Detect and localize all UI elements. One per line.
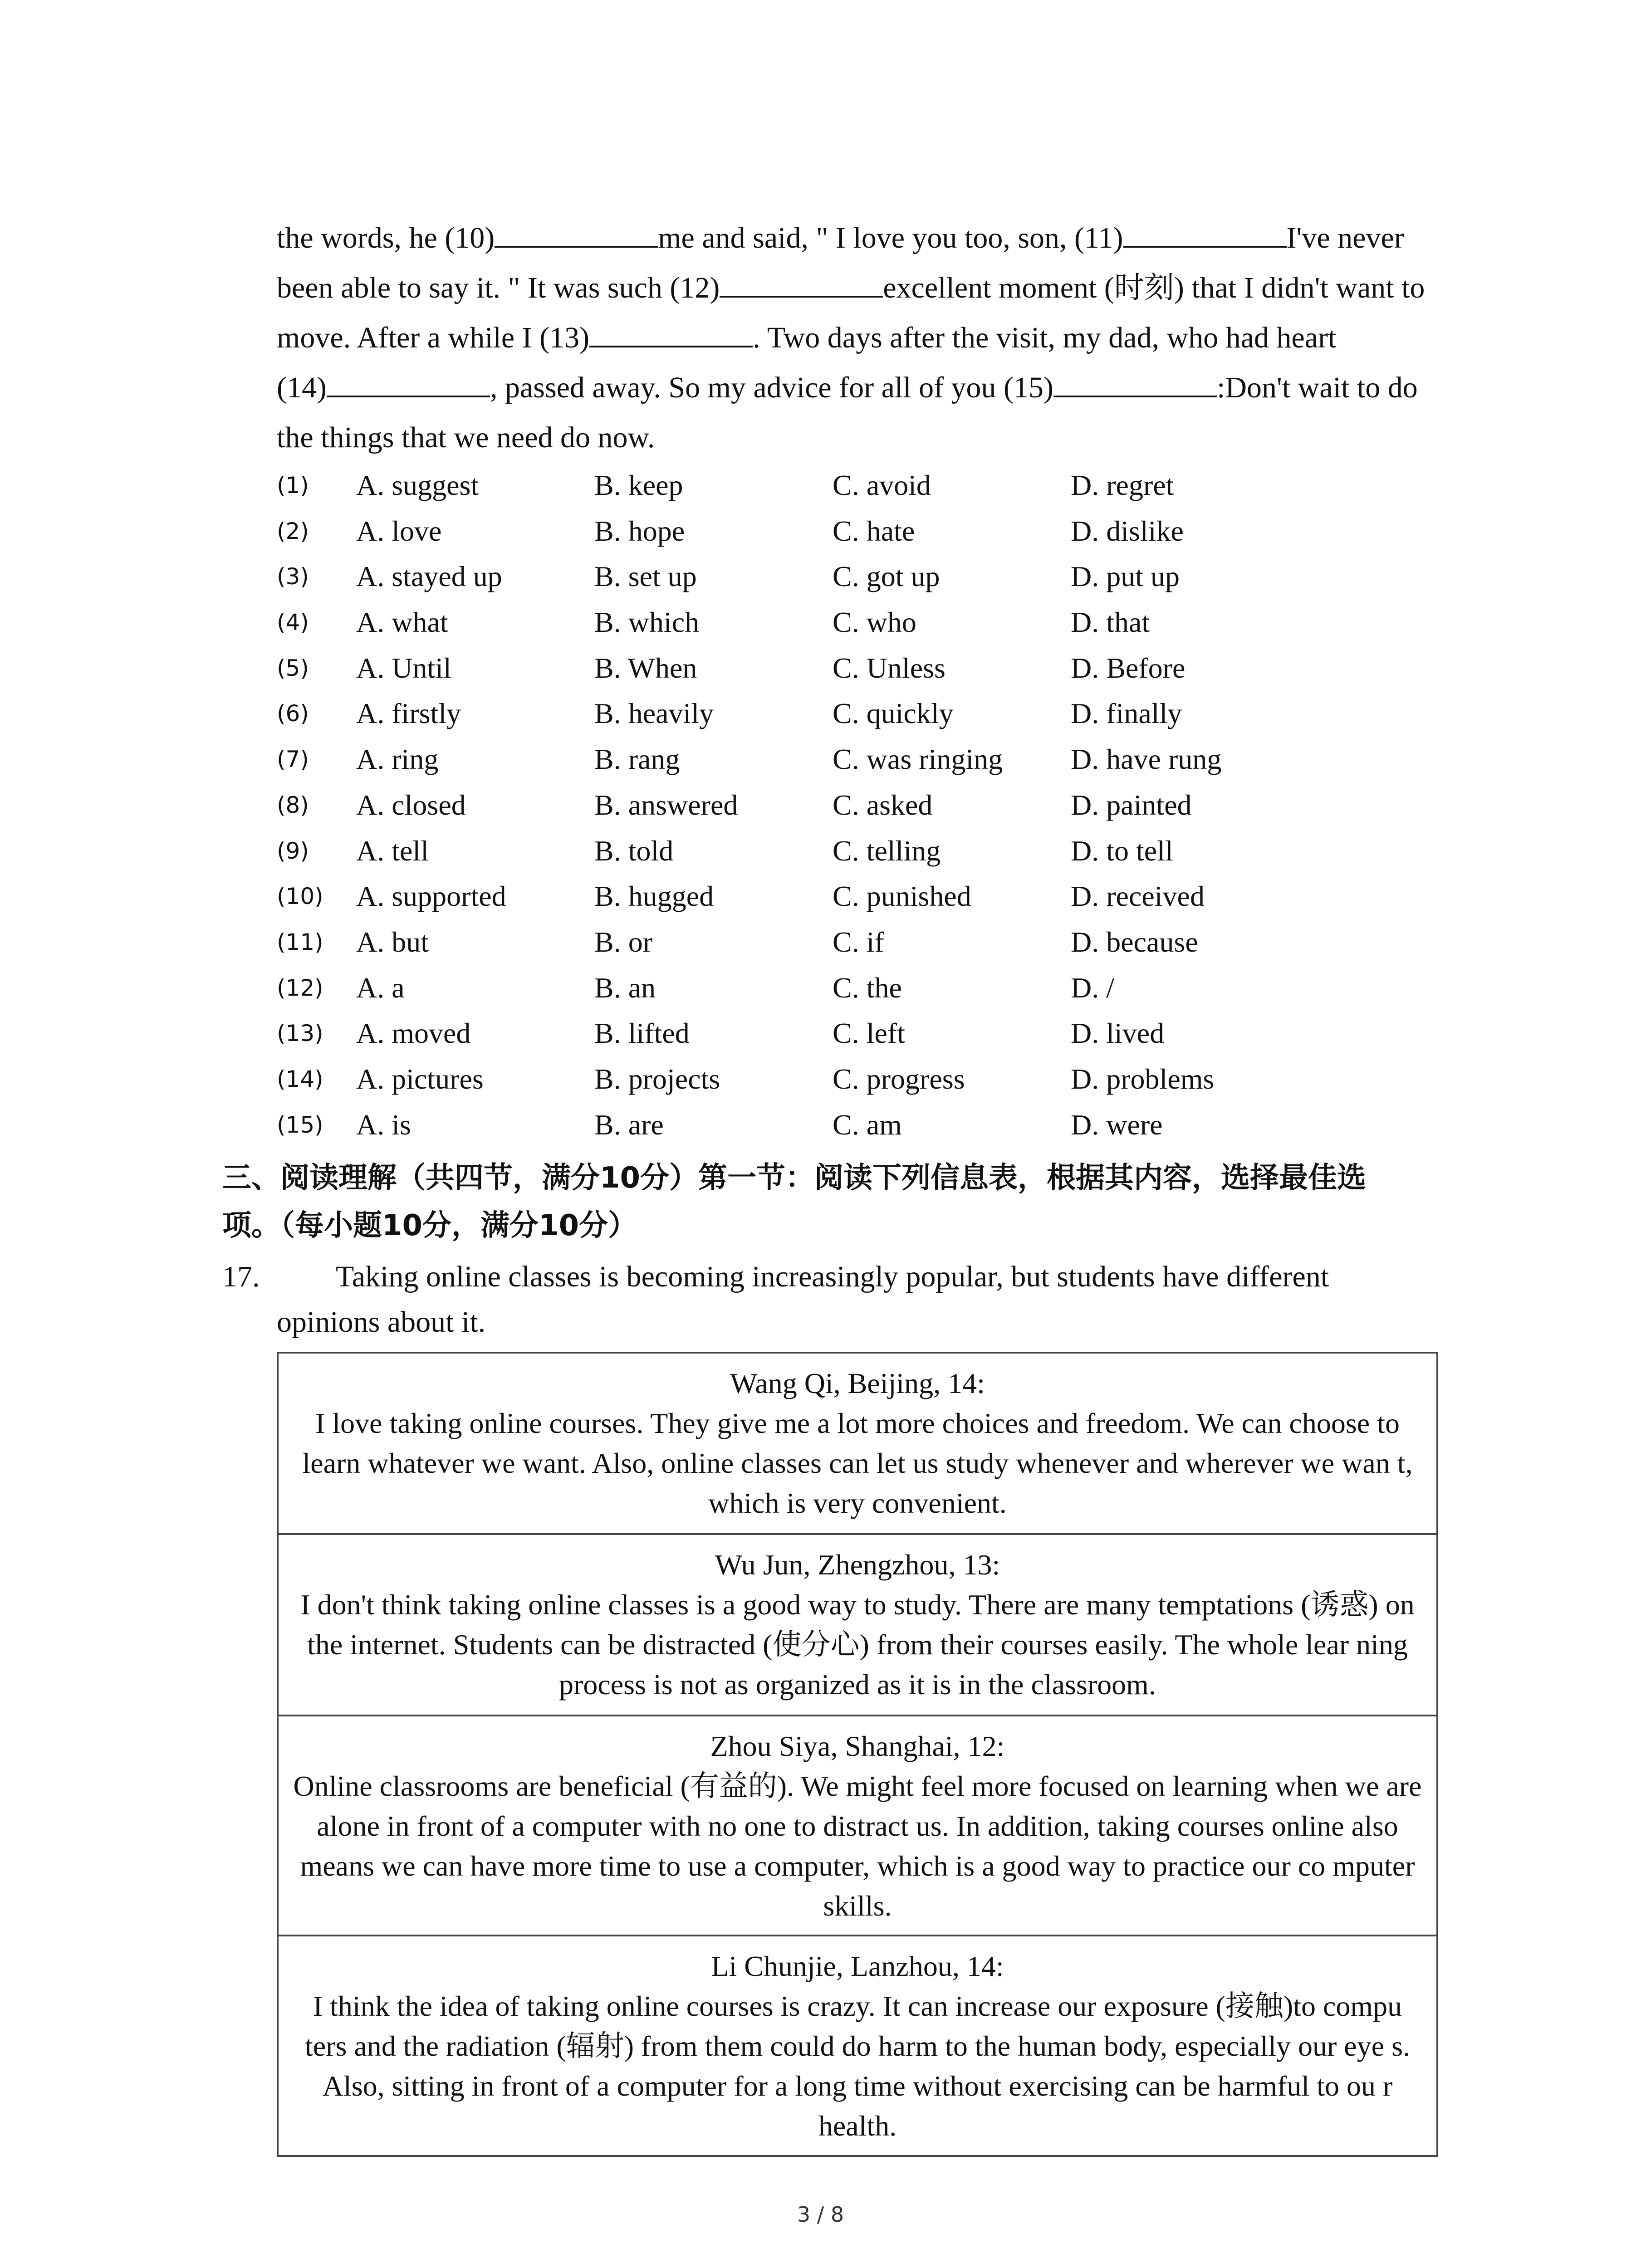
option-row xyxy=(277,737,1438,782)
option-a: A. but xyxy=(356,925,429,958)
opinion-text: Online classrooms are beneficial (有益的). We might feel more focused on learning when we are alone in front of a computer with no one to distract us. In addition, taking courses online also means we can have more time to use a computer, which is a good way to practice our co mputer skills. xyxy=(293,1770,1422,1922)
opinion-text: I think the idea of taking online courses is crazy. It can increase our exposure (接触)to compu ters and the radiation (辐射) from them could do harm to the human body, especially our eye s. Also, sitting in front of a computer for a long time without exercising can be harmful to ou r health. xyxy=(304,1990,1411,2142)
page-number: 3 / 8 xyxy=(797,2202,844,2227)
option-number: (5) xyxy=(277,655,309,681)
option-c: C. who xyxy=(833,606,916,639)
opinion-author: Li Chunjie, Lanzhou, 14: xyxy=(711,1950,1004,1982)
option-c: C. was ringing xyxy=(833,743,1003,776)
option-d: D. were xyxy=(1071,1108,1163,1141)
option-c: C. quickly xyxy=(833,697,954,730)
option-row xyxy=(277,1056,1438,1102)
option-b: B. rang xyxy=(594,743,680,776)
opinion-author: Zhou Siya, Shanghai, 12: xyxy=(710,1730,1005,1762)
option-number: (2) xyxy=(277,518,309,544)
option-row xyxy=(277,828,1438,874)
option-b: B. an xyxy=(594,971,656,1004)
option-a: A. closed xyxy=(356,788,466,821)
option-d: D. have rung xyxy=(1071,743,1222,776)
option-row xyxy=(277,554,1438,600)
option-c: C. progress xyxy=(833,1062,965,1095)
option-c: C. am xyxy=(833,1108,902,1141)
option-d: D. Before xyxy=(1071,651,1185,684)
section-heading-line: 项。（每小题10分，满分10分） xyxy=(222,1209,637,1242)
question-number: 17. xyxy=(222,1260,260,1293)
option-number: (4) xyxy=(277,609,309,636)
opinions-table xyxy=(277,1352,1438,2157)
option-b: B. hugged xyxy=(594,880,714,913)
option-d: D. regret xyxy=(1071,469,1174,501)
passage-line: been able to say it. " It was such (12) excellent moment (时刻) that I didn't want to xyxy=(277,263,1438,313)
option-row xyxy=(277,782,1438,828)
opinion-text: I don't think taking online classes is a good way to study. There are many temptations (诱惑) on the internet. Students can be distracted (使分心) from their courses easily. The whole lear ning process is not as organized as it is in the classroom. xyxy=(300,1589,1415,1701)
question-stem xyxy=(222,1254,1447,1345)
option-d: D. that xyxy=(1071,606,1150,639)
question-text: Taking online classes is becoming increasingly popular, but students have different xyxy=(336,1260,1329,1293)
answer-blank xyxy=(495,214,658,248)
option-c: C. the xyxy=(833,971,902,1004)
option-number: (14) xyxy=(277,1066,323,1092)
option-a: A. pictures xyxy=(356,1062,484,1095)
option-a: A. tell xyxy=(356,834,429,867)
option-number: (6) xyxy=(277,700,309,727)
opinion-author: Wu Jun, Zhengzhou, 13: xyxy=(715,1549,1000,1581)
answer-blank xyxy=(589,314,753,347)
option-b: B. set up xyxy=(594,560,697,593)
option-row xyxy=(277,645,1438,691)
option-c: C. asked xyxy=(833,788,933,821)
section-heading xyxy=(222,1154,1447,1250)
option-d: D. / xyxy=(1071,971,1114,1004)
option-b: B. hope xyxy=(594,514,685,547)
option-b: B. answered xyxy=(594,788,738,821)
option-d: D. received xyxy=(1071,880,1205,913)
opinion-text: I love taking online courses. They give me a lot more choices and freedom. We can choose to learn whatever we want. Also, online classes can let us study whenever and wherever we wan t, which is very convenient. xyxy=(302,1407,1413,1519)
option-a: A. what xyxy=(356,606,448,639)
answer-blank xyxy=(327,364,490,397)
option-c: C. got up xyxy=(833,560,940,593)
passage-line: move. After a while I (13) . Two days after the visit, my dad, who had heart xyxy=(277,313,1438,363)
opinion-author: Wang Qi, Beijing, 14: xyxy=(730,1367,985,1399)
option-c: C. telling xyxy=(833,834,941,867)
option-a: A. moved xyxy=(356,1017,471,1050)
option-b: B. heavily xyxy=(594,697,714,730)
option-number: (3) xyxy=(277,563,309,590)
option-c: C. punished xyxy=(833,880,971,913)
option-a: A. firstly xyxy=(356,697,461,730)
option-row xyxy=(277,874,1438,919)
option-a: A. love xyxy=(356,514,442,547)
option-d: D. to tell xyxy=(1071,834,1173,867)
option-b: B. or xyxy=(594,925,652,958)
option-a: A. ring xyxy=(356,743,439,776)
option-c: C. if xyxy=(833,925,884,958)
option-d: D. put up xyxy=(1071,560,1180,593)
opinion-cell xyxy=(279,1936,1436,2157)
passage-line: the things that we need do now. xyxy=(277,421,655,454)
opinion-cell xyxy=(279,1716,1436,1936)
option-a: A. a xyxy=(356,971,405,1004)
option-b: B. are xyxy=(594,1108,664,1141)
answer-blank xyxy=(1053,364,1217,397)
option-b: B. When xyxy=(594,651,697,684)
option-number: (7) xyxy=(277,746,309,773)
option-row xyxy=(277,600,1438,645)
answer-blank xyxy=(720,264,883,298)
option-a: A. is xyxy=(356,1108,411,1141)
option-row xyxy=(277,1102,1438,1148)
option-d: D. painted xyxy=(1071,788,1192,821)
option-b: B. told xyxy=(594,834,674,867)
option-c: C. left xyxy=(833,1017,905,1050)
option-row xyxy=(277,691,1438,737)
option-row xyxy=(277,965,1438,1011)
option-d: D. because xyxy=(1071,925,1198,958)
option-row xyxy=(277,463,1438,508)
option-number: (10) xyxy=(277,883,323,910)
option-d: D. problems xyxy=(1071,1062,1215,1095)
option-row xyxy=(277,919,1438,965)
cloze-passage xyxy=(277,213,1438,463)
option-c: C. Unless xyxy=(833,651,945,684)
option-number: (13) xyxy=(277,1020,323,1047)
option-number: (9) xyxy=(277,837,309,864)
option-number: (1) xyxy=(277,472,309,499)
opinion-cell xyxy=(279,1535,1436,1716)
opinion-cell xyxy=(279,1354,1436,1535)
option-number: (8) xyxy=(277,792,309,818)
section-heading-line: 三、阅读理解（共四节，满分10分）第一节：阅读下列信息表，根据其内容，选择最佳选 xyxy=(222,1161,1367,1195)
passage-line: the words, he (10) me and said, " I love you too, son, (11) I've never xyxy=(277,213,1438,263)
option-b: B. which xyxy=(594,606,700,639)
option-number: (15) xyxy=(277,1111,323,1138)
option-d: D. finally xyxy=(1071,697,1182,730)
passage-line: (14) , passed away. So my advice for all of you (15) :Don't wait to do xyxy=(277,363,1438,413)
answer-blank xyxy=(1123,214,1287,248)
option-b: B. projects xyxy=(594,1062,720,1095)
option-number: (12) xyxy=(277,974,323,1001)
option-number: (11) xyxy=(277,929,323,955)
option-d: D. lived xyxy=(1071,1017,1165,1050)
option-c: C. hate xyxy=(833,514,915,547)
answer-options-list xyxy=(277,463,1438,1148)
option-c: C. avoid xyxy=(833,469,931,501)
option-row xyxy=(277,508,1438,554)
option-a: A. supported xyxy=(356,880,506,913)
option-b: B. keep xyxy=(594,469,683,501)
question-text: opinions about it. xyxy=(277,1305,486,1339)
option-a: A. stayed up xyxy=(356,560,502,593)
option-d: D. dislike xyxy=(1071,514,1184,547)
option-row xyxy=(277,1011,1438,1056)
option-a: A. suggest xyxy=(356,469,479,501)
option-a: A. Until xyxy=(356,651,451,684)
option-b: B. lifted xyxy=(594,1017,690,1050)
